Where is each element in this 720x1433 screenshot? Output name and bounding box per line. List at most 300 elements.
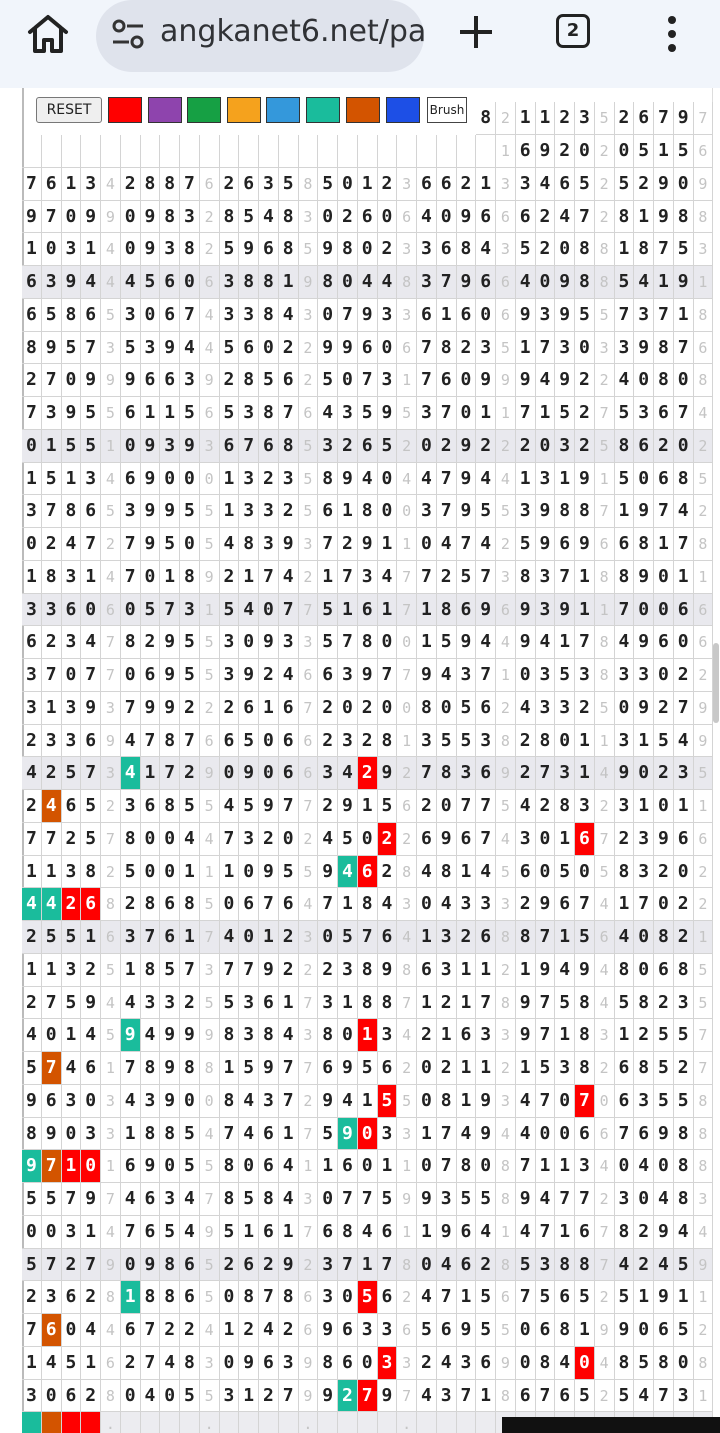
grid-cell[interactable]: 3 <box>101 332 121 365</box>
grid-cell[interactable]: 7 <box>220 1118 240 1151</box>
grid-cell[interactable]: 4 <box>496 626 516 659</box>
grid-cell[interactable]: 6 <box>397 332 417 365</box>
grid-cell[interactable]: 8 <box>141 168 161 201</box>
grid-cell[interactable]: 7 <box>417 332 437 365</box>
grid-cell[interactable]: 6 <box>457 1216 477 1249</box>
grid-cell[interactable]: 2 <box>496 430 516 463</box>
grid-cell[interactable]: 1 <box>575 757 595 790</box>
grid-cell[interactable]: 7 <box>397 594 417 627</box>
grid-cell[interactable]: 1 <box>318 1150 338 1183</box>
grid-cell[interactable]: 2 <box>694 888 714 921</box>
grid-cell[interactable]: 0 <box>674 626 694 659</box>
grid-cell[interactable]: 1 <box>22 954 42 987</box>
grid-cell[interactable]: 0 <box>516 1347 536 1380</box>
grid-cell[interactable]: 0 <box>417 528 437 561</box>
grid-cell[interactable]: 1 <box>595 725 615 758</box>
grid-cell[interactable]: 4 <box>555 201 575 234</box>
grid-cell[interactable]: 9 <box>457 626 477 659</box>
grid-cell[interactable]: 6 <box>496 594 516 627</box>
grid-cell[interactable]: 7 <box>417 364 437 397</box>
grid-cell[interactable]: 9 <box>457 430 477 463</box>
grid-cell[interactable]: 0 <box>318 1183 338 1216</box>
grid-cell[interactable]: 6 <box>259 1118 279 1151</box>
grid-cell[interactable]: 1 <box>694 1380 714 1413</box>
grid-cell[interactable]: 6 <box>338 1347 358 1380</box>
grid-cell[interactable]: 6 <box>141 659 161 692</box>
grid-cell[interactable]: 7 <box>476 790 496 823</box>
grid-cell[interactable]: 9 <box>200 561 220 594</box>
grid-cell[interactable]: 2 <box>62 888 82 921</box>
grid-cell[interactable]: 4 <box>299 888 319 921</box>
grid-cell[interactable]: 7 <box>22 168 42 201</box>
grid-cell[interactable]: 0 <box>378 495 398 528</box>
grid-cell[interactable]: 2 <box>595 1281 615 1314</box>
color-swatch[interactable] <box>148 97 182 123</box>
grid-cell[interactable]: 4 <box>476 626 496 659</box>
grid-cell[interactable]: 4 <box>417 1281 437 1314</box>
grid-cell[interactable]: 9 <box>141 201 161 234</box>
grid-cell[interactable]: 8 <box>239 266 259 299</box>
grid-cell[interactable]: 1 <box>358 168 378 201</box>
grid-cell[interactable]: 5 <box>595 299 615 332</box>
grid-cell[interactable]: 1 <box>694 266 714 299</box>
grid-cell[interactable]: 9 <box>62 397 82 430</box>
grid-cell[interactable]: 9 <box>279 528 299 561</box>
grid-cell[interactable]: 4 <box>121 266 141 299</box>
grid-cell[interactable]: 3 <box>634 397 654 430</box>
grid-cell[interactable]: 3 <box>62 1085 82 1118</box>
grid-cell[interactable]: 8 <box>674 1150 694 1183</box>
grid-cell[interactable]: 8 <box>101 1380 121 1413</box>
grid-cell[interactable]: 4 <box>634 1380 654 1413</box>
grid-cell[interactable]: 9 <box>634 692 654 725</box>
grid-cell[interactable]: 6 <box>417 954 437 987</box>
grid-cell[interactable]: 5 <box>496 332 516 365</box>
grid-cell[interactable]: 5 <box>595 692 615 725</box>
grid-cell[interactable]: 0 <box>634 594 654 627</box>
grid-cell[interactable]: 9 <box>615 1314 635 1347</box>
grid-cell[interactable]: 4 <box>516 1118 536 1151</box>
grid-cell[interactable]: 1 <box>674 1281 694 1314</box>
grid-cell[interactable]: 7 <box>42 1249 62 1282</box>
grid-cell[interactable]: 9 <box>318 1085 338 1118</box>
grid-cell[interactable]: 1 <box>615 1019 635 1052</box>
grid-cell[interactable]: 4 <box>358 463 378 496</box>
grid-cell[interactable]: 6 <box>457 823 477 856</box>
grid-cell[interactable]: 9 <box>555 364 575 397</box>
grid-cell[interactable]: 1 <box>457 987 477 1020</box>
grid-cell[interactable]: 1 <box>239 561 259 594</box>
grid-cell[interactable]: 6 <box>516 1380 536 1413</box>
grid-cell[interactable]: 2 <box>476 430 496 463</box>
grid-cell[interactable]: 5 <box>299 856 319 889</box>
grid-cell[interactable]: 8 <box>575 266 595 299</box>
grid-cell[interactable]: 6 <box>239 1249 259 1282</box>
grid-cell[interactable]: 7 <box>595 397 615 430</box>
grid-cell[interactable]: 2 <box>378 823 398 856</box>
grid-cell[interactable]: 1 <box>220 463 240 496</box>
grid-cell[interactable]: 9 <box>654 1281 674 1314</box>
grid-cell[interactable]: 7 <box>299 692 319 725</box>
grid-cell[interactable]: 5 <box>200 790 220 823</box>
grid-cell[interactable]: 4 <box>141 1019 161 1052</box>
grid-cell[interactable]: 5 <box>417 1314 437 1347</box>
grid-cell[interactable]: 5 <box>200 888 220 921</box>
grid-cell[interactable]: 4 <box>180 823 200 856</box>
grid-cell[interactable]: 9 <box>101 1249 121 1282</box>
grid-cell[interactable]: 8 <box>259 266 279 299</box>
grid-cell[interactable]: 4 <box>22 1019 42 1052</box>
grid-cell[interactable]: 5 <box>101 495 121 528</box>
grid-cell[interactable]: 3 <box>141 987 161 1020</box>
result-empty-cell[interactable] <box>318 1412 338 1433</box>
grid-cell[interactable]: 9 <box>259 856 279 889</box>
grid-cell[interactable]: 4 <box>180 1183 200 1216</box>
grid-cell[interactable]: 7 <box>358 364 378 397</box>
grid-cell[interactable]: 0 <box>259 725 279 758</box>
grid-cell[interactable]: 7 <box>397 1380 417 1413</box>
grid-cell[interactable]: 3 <box>516 823 536 856</box>
grid-cell[interactable]: 2 <box>318 790 338 823</box>
grid-cell[interactable]: 3 <box>615 1183 635 1216</box>
grid-cell[interactable]: 3 <box>62 626 82 659</box>
grid-cell[interactable]: 9 <box>239 757 259 790</box>
grid-cell[interactable]: 0 <box>42 1019 62 1052</box>
result-empty-cell[interactable]: · <box>101 1412 121 1433</box>
grid-cell[interactable]: 8 <box>259 299 279 332</box>
grid-cell[interactable]: 6 <box>496 1281 516 1314</box>
grid-cell[interactable]: 0 <box>378 201 398 234</box>
grid-cell[interactable]: 3 <box>417 266 437 299</box>
grid-cell[interactable]: 1 <box>437 299 457 332</box>
grid-cell[interactable]: 3 <box>476 888 496 921</box>
grid-cell[interactable]: 2 <box>22 364 42 397</box>
grid-cell[interactable]: 6 <box>595 921 615 954</box>
grid-cell[interactable]: 0 <box>180 528 200 561</box>
grid-cell[interactable]: 6 <box>437 1314 457 1347</box>
grid-cell[interactable]: 1 <box>279 266 299 299</box>
grid-cell[interactable]: 4 <box>81 266 101 299</box>
grid-cell[interactable]: 3 <box>437 1380 457 1413</box>
grid-cell[interactable]: 1 <box>259 692 279 725</box>
grid-cell[interactable]: 8 <box>496 1150 516 1183</box>
grid-cell[interactable]: 9 <box>694 168 714 201</box>
grid-cell[interactable]: 1 <box>378 528 398 561</box>
more-menu-icon[interactable] <box>660 12 684 56</box>
grid-cell[interactable]: 8 <box>299 168 319 201</box>
grid-cell[interactable]: 0 <box>397 692 417 725</box>
grid-cell[interactable]: 0 <box>634 921 654 954</box>
result-empty-cell[interactable] <box>358 1412 378 1433</box>
grid-cell[interactable]: 8 <box>575 233 595 266</box>
grid-cell[interactable]: 8 <box>694 364 714 397</box>
grid-cell[interactable]: 9 <box>555 266 575 299</box>
grid-cell[interactable]: 2 <box>180 1314 200 1347</box>
grid-cell[interactable]: 5 <box>101 954 121 987</box>
grid-cell[interactable]: 4 <box>259 201 279 234</box>
grid-cell[interactable]: 0 <box>674 1347 694 1380</box>
grid-cell[interactable]: 1 <box>457 856 477 889</box>
grid-cell[interactable]: 0 <box>555 725 575 758</box>
grid-cell[interactable]: 5 <box>180 626 200 659</box>
grid-cell[interactable]: 4 <box>22 757 42 790</box>
grid-cell[interactable]: 8 <box>555 790 575 823</box>
grid-cell[interactable]: 6 <box>516 856 536 889</box>
grid-cell[interactable]: 6 <box>121 397 141 430</box>
grid-cell[interactable]: 5 <box>615 168 635 201</box>
grid-cell[interactable]: 7 <box>674 692 694 725</box>
result-empty-cell[interactable] <box>476 1412 496 1433</box>
result-empty-cell[interactable] <box>279 1412 299 1433</box>
grid-cell[interactable]: 7 <box>397 987 417 1020</box>
grid-cell[interactable]: 2 <box>279 1314 299 1347</box>
grid-cell[interactable]: 1 <box>22 856 42 889</box>
grid-cell[interactable]: 4 <box>476 233 496 266</box>
grid-cell[interactable]: 1 <box>634 201 654 234</box>
grid-cell[interactable]: 1 <box>417 1216 437 1249</box>
grid-cell[interactable]: 3 <box>615 659 635 692</box>
grid-cell[interactable]: 1 <box>62 463 82 496</box>
grid-cell[interactable]: 9 <box>654 201 674 234</box>
grid-cell[interactable]: 1 <box>338 594 358 627</box>
grid-cell[interactable]: 4 <box>42 888 62 921</box>
grid-cell[interactable]: 2 <box>536 201 556 234</box>
grid-cell[interactable]: 7 <box>299 594 319 627</box>
grid-cell[interactable]: 1 <box>220 856 240 889</box>
grid-cell[interactable] <box>318 135 338 168</box>
grid-cell[interactable]: 9 <box>22 1150 42 1183</box>
grid-cell[interactable]: 1 <box>22 463 42 496</box>
grid-cell[interactable]: 2 <box>378 856 398 889</box>
grid-cell[interactable]: 2 <box>22 987 42 1020</box>
grid-cell[interactable]: 3 <box>200 430 220 463</box>
grid-cell[interactable]: 0 <box>417 888 437 921</box>
grid-cell[interactable]: 3 <box>536 692 556 725</box>
grid-cell[interactable]: 0 <box>536 856 556 889</box>
grid-cell[interactable]: 5 <box>200 626 220 659</box>
grid-cell[interactable]: 1 <box>694 921 714 954</box>
grid-cell[interactable]: 4 <box>615 364 635 397</box>
grid-cell[interactable]: 3 <box>259 1085 279 1118</box>
grid-cell[interactable]: 2 <box>259 463 279 496</box>
grid-cell[interactable]: 6 <box>634 430 654 463</box>
grid-cell[interactable]: 9 <box>496 1347 516 1380</box>
grid-cell[interactable]: 3 <box>555 1052 575 1085</box>
grid-cell[interactable]: 2 <box>595 135 615 168</box>
grid-cell[interactable]: 0 <box>338 1281 358 1314</box>
result-empty-cell[interactable] <box>378 1412 398 1433</box>
result-empty-cell[interactable] <box>160 1412 180 1433</box>
grid-cell[interactable]: 7 <box>437 495 457 528</box>
grid-cell[interactable]: 3 <box>417 397 437 430</box>
grid-cell[interactable]: 9 <box>536 888 556 921</box>
grid-cell[interactable]: 8 <box>141 1052 161 1085</box>
grid-cell[interactable]: 5 <box>516 233 536 266</box>
grid-cell[interactable]: 4 <box>338 757 358 790</box>
grid-cell[interactable]: 3 <box>121 790 141 823</box>
grid-cell[interactable]: 0 <box>259 594 279 627</box>
grid-cell[interactable]: 7 <box>62 1183 82 1216</box>
grid-cell[interactable]: 4 <box>239 594 259 627</box>
grid-cell[interactable]: 2 <box>101 528 121 561</box>
grid-cell[interactable]: 7 <box>121 1216 141 1249</box>
grid-cell[interactable]: 5 <box>674 1314 694 1347</box>
grid-cell[interactable]: 7 <box>318 528 338 561</box>
grid-cell[interactable]: 2 <box>397 1281 417 1314</box>
grid-cell[interactable]: 6 <box>299 725 319 758</box>
grid-cell[interactable]: 8 <box>358 954 378 987</box>
grid-cell[interactable]: 8 <box>81 856 101 889</box>
grid-cell[interactable]: 3 <box>101 1118 121 1151</box>
grid-cell[interactable]: 3 <box>634 823 654 856</box>
grid-cell[interactable]: 4 <box>121 987 141 1020</box>
grid-cell[interactable]: 0 <box>121 233 141 266</box>
grid-cell[interactable]: 7 <box>279 1085 299 1118</box>
grid-cell[interactable]: 5 <box>259 364 279 397</box>
grid-cell[interactable]: 0 <box>437 692 457 725</box>
grid-cell[interactable]: 3 <box>180 594 200 627</box>
grid-cell[interactable]: 1 <box>378 594 398 627</box>
grid-cell[interactable]: 6 <box>62 1380 82 1413</box>
grid-cell[interactable]: 6 <box>62 1281 82 1314</box>
grid-cell[interactable]: 6 <box>160 266 180 299</box>
grid-cell[interactable]: 0 <box>457 397 477 430</box>
grid-cell[interactable]: 6 <box>259 987 279 1020</box>
grid-cell[interactable]: 6 <box>299 757 319 790</box>
grid-cell[interactable]: 2 <box>81 1380 101 1413</box>
grid-cell[interactable]: 8 <box>220 1019 240 1052</box>
grid-cell[interactable]: 8 <box>575 1249 595 1282</box>
grid-cell[interactable]: 9 <box>160 1052 180 1085</box>
grid-cell[interactable]: 5 <box>200 1249 220 1282</box>
grid-cell[interactable]: 7 <box>338 299 358 332</box>
grid-cell[interactable]: 7 <box>279 1052 299 1085</box>
grid-cell[interactable]: 7 <box>575 201 595 234</box>
grid-cell[interactable]: 2 <box>338 430 358 463</box>
grid-cell[interactable]: 9 <box>239 659 259 692</box>
grid-cell[interactable]: 6 <box>121 463 141 496</box>
grid-cell[interactable]: 9 <box>141 463 161 496</box>
grid-cell[interactable]: 1 <box>634 1281 654 1314</box>
new-tab-icon[interactable] <box>456 12 496 52</box>
grid-cell[interactable]: 5 <box>180 1150 200 1183</box>
grid-cell[interactable]: 1 <box>42 954 62 987</box>
grid-cell[interactable]: 1 <box>259 921 279 954</box>
grid-cell[interactable]: 8 <box>595 233 615 266</box>
grid-cell[interactable]: 9 <box>457 201 477 234</box>
grid-cell[interactable]: 3 <box>22 594 42 627</box>
grid-cell[interactable]: 5 <box>121 856 141 889</box>
grid-cell[interactable] <box>121 135 141 168</box>
grid-cell[interactable]: 2 <box>516 757 536 790</box>
grid-cell[interactable]: 7 <box>338 1183 358 1216</box>
grid-cell[interactable]: 5 <box>476 1281 496 1314</box>
grid-cell[interactable]: 5 <box>654 1019 674 1052</box>
grid-cell[interactable]: 6 <box>62 594 82 627</box>
grid-cell[interactable]: 7 <box>338 626 358 659</box>
grid-cell[interactable]: 4 <box>101 1216 121 1249</box>
grid-cell[interactable]: 7 <box>634 888 654 921</box>
grid-cell[interactable]: 5 <box>378 1085 398 1118</box>
grid-cell[interactable]: 8 <box>555 495 575 528</box>
grid-cell[interactable]: 9 <box>634 332 654 365</box>
grid-cell[interactable]: 7 <box>22 1314 42 1347</box>
grid-cell[interactable]: 1 <box>437 1019 457 1052</box>
grid-cell[interactable]: 6 <box>299 1281 319 1314</box>
grid-cell[interactable]: 9 <box>496 364 516 397</box>
grid-cell[interactable]: 4 <box>180 332 200 365</box>
grid-cell[interactable]: 6 <box>101 594 121 627</box>
grid-cell[interactable]: 7 <box>437 397 457 430</box>
grid-cell[interactable]: 1 <box>555 823 575 856</box>
grid-cell[interactable]: 9 <box>457 463 477 496</box>
grid-cell[interactable]: 6 <box>338 1150 358 1183</box>
grid-cell[interactable]: 6 <box>595 528 615 561</box>
color-swatch[interactable] <box>108 97 142 123</box>
grid-cell[interactable]: 9 <box>338 1052 358 1085</box>
grid-cell[interactable]: 4 <box>437 528 457 561</box>
grid-cell[interactable]: 3 <box>200 954 220 987</box>
grid-cell[interactable]: 6 <box>200 168 220 201</box>
grid-cell[interactable]: 0 <box>180 463 200 496</box>
grid-cell[interactable]: 4 <box>200 299 220 332</box>
grid-cell[interactable]: 9 <box>160 1085 180 1118</box>
grid-cell[interactable]: 1 <box>358 790 378 823</box>
result-empty-cell[interactable] <box>220 1412 240 1433</box>
grid-cell[interactable]: 7 <box>536 1380 556 1413</box>
grid-cell[interactable]: 0 <box>239 856 259 889</box>
grid-cell[interactable]: 9 <box>160 495 180 528</box>
grid-cell[interactable]: 6 <box>101 921 121 954</box>
grid-cell[interactable]: 1 <box>654 528 674 561</box>
grid-cell[interactable]: 1 <box>62 1150 82 1183</box>
grid-cell[interactable]: 4 <box>220 921 240 954</box>
grid-cell[interactable]: 5 <box>239 201 259 234</box>
grid-cell[interactable]: 7 <box>417 561 437 594</box>
grid-cell[interactable]: 4 <box>101 463 121 496</box>
grid-cell[interactable]: 6 <box>42 168 62 201</box>
grid-cell[interactable]: 6 <box>299 397 319 430</box>
grid-cell[interactable]: 4 <box>397 463 417 496</box>
grid-cell[interactable]: 4 <box>496 823 516 856</box>
grid-cell[interactable] <box>279 135 299 168</box>
color-swatch[interactable] <box>187 97 221 123</box>
grid-cell[interactable]: 4 <box>279 299 299 332</box>
grid-cell[interactable] <box>160 135 180 168</box>
grid-cell[interactable]: 0 <box>81 1085 101 1118</box>
grid-cell[interactable]: 8 <box>160 201 180 234</box>
grid-cell[interactable]: 4 <box>101 168 121 201</box>
grid-cell[interactable]: 8 <box>575 495 595 528</box>
grid-cell[interactable]: 8 <box>141 888 161 921</box>
grid-cell[interactable]: 0 <box>160 856 180 889</box>
grid-cell[interactable]: 8 <box>496 725 516 758</box>
grid-cell[interactable]: 9 <box>22 1085 42 1118</box>
grid-cell[interactable]: 2 <box>437 430 457 463</box>
grid-cell[interactable]: 9 <box>279 1249 299 1282</box>
grid-cell[interactable]: 6 <box>141 790 161 823</box>
grid-cell[interactable]: 4 <box>674 1216 694 1249</box>
grid-cell[interactable]: 6 <box>674 823 694 856</box>
grid-cell[interactable]: 6 <box>358 201 378 234</box>
grid-cell[interactable]: 8 <box>358 888 378 921</box>
grid-cell[interactable]: 3 <box>634 1085 654 1118</box>
grid-cell[interactable]: 8 <box>180 233 200 266</box>
grid-cell[interactable]: 7 <box>279 397 299 430</box>
grid-cell[interactable] <box>22 135 42 168</box>
grid-cell[interactable]: 1 <box>378 1150 398 1183</box>
grid-cell[interactable]: 4 <box>101 1314 121 1347</box>
